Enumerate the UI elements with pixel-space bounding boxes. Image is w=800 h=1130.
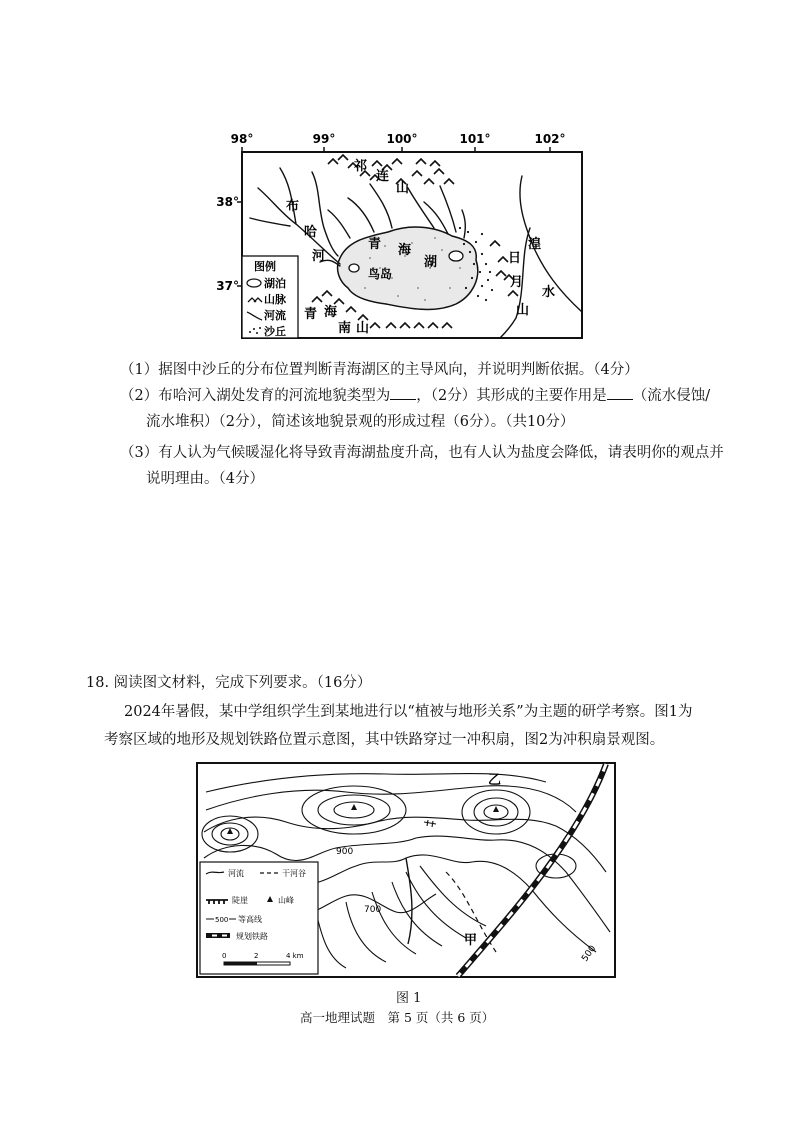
qinghai-lake-map <box>216 128 600 343</box>
material-line-2: 考察区域的地形及规划铁路位置示意图，其中铁路穿过一冲积扇，图2为冲积扇景观图。 <box>104 732 665 748</box>
legend-cliff: 陡崖 <box>232 896 248 905</box>
legend-river: 河流 <box>228 869 244 878</box>
label-qinghaihu: 海 <box>398 243 412 258</box>
small-lake <box>349 264 359 272</box>
lon-label: 101° <box>459 132 491 146</box>
map1-legend <box>242 256 298 338</box>
lat-label: 37° <box>216 279 239 293</box>
scale-zero: 0 <box>222 952 227 960</box>
question-3: （3）有人认为气候暖湿化将导致青海湖盐度升高，也有人认为盐度会降低，请表明你的观点并 <box>120 445 724 461</box>
label-qinghainanshan: 南 <box>338 321 352 336</box>
river <box>348 198 374 232</box>
question-18-heading: 18. 阅读图文材料，完成下列要求。（16分） <box>86 675 372 691</box>
answer-blank[interactable] <box>390 385 416 400</box>
legend-river: 河流 <box>264 309 286 322</box>
question-18-material <box>104 698 724 754</box>
question-1: （1）据图中沙丘的分布位置判断青海湖区的主导风向，并说明判断依据。（4分） <box>120 362 639 378</box>
label-huangshui: 水 <box>542 285 556 300</box>
question-2 <box>120 383 710 409</box>
label-qinghainanshan: 山 <box>356 321 370 336</box>
label-qilian: 祁 <box>354 159 368 174</box>
legend-mountain: 山脉 <box>264 293 286 306</box>
label-qinghaihu: 湖 <box>424 255 438 270</box>
river <box>462 210 465 238</box>
page-footer: 高一地理试题 第 5 页（共 6 页） <box>300 1010 495 1025</box>
lon-label: 100° <box>386 132 418 146</box>
contour-label: 900 <box>336 847 354 857</box>
label-qilian: 连 <box>376 169 390 184</box>
legend-contour-sample: 500 <box>215 916 229 924</box>
alluvial-fan-map <box>196 762 616 984</box>
river <box>250 218 290 226</box>
label-jia: 甲 <box>464 933 478 948</box>
scale-four: 4 km <box>286 952 304 960</box>
label-buha: 河 <box>312 249 326 264</box>
figure-caption: 图 1 <box>396 991 422 1006</box>
lake-icon <box>247 279 261 287</box>
legend-peak: 山峰 <box>278 896 294 905</box>
map2-legend <box>200 862 318 974</box>
lat-label: 38° <box>216 195 239 209</box>
answer-blank[interactable] <box>607 385 633 400</box>
label-yi: 乙 <box>488 773 502 788</box>
label-qinghaihu: 青 <box>368 237 382 252</box>
label-riyue: 山 <box>516 303 530 318</box>
question-2-part-a: （2）布哈河入湖处发育的河流地貌类型为 <box>120 388 391 404</box>
label-riyue: 日 <box>508 251 522 266</box>
material-line-1: 2024年暑假，某中学组织学生到某地进行以“植被与地形关系”为主题的研学考察。图1为 <box>124 704 693 720</box>
legend-contour: 等高线 <box>238 915 262 924</box>
river <box>370 184 392 228</box>
contour-label: 700 <box>364 905 382 915</box>
question-2-line2: 流水堆积）（2分），简述该地貌景观的形成过程（6分）。（共10分） <box>146 414 575 430</box>
question-2-part-b: ，（2分）其形成的主要作用是 <box>416 388 607 404</box>
label-huangshui: 湟 <box>528 237 542 252</box>
legend-dune: 沙丘 <box>264 325 286 338</box>
label-buha: 哈 <box>304 225 318 240</box>
lon-label: 99° <box>312 132 336 146</box>
lon-label: 102° <box>534 132 566 146</box>
question-2-part-c: （流水侵蚀/ <box>632 388 711 404</box>
label-buha: 布 <box>286 199 300 214</box>
river <box>328 210 350 238</box>
label-riyue: 月 <box>510 275 524 290</box>
label-qilian: 山 <box>396 181 410 196</box>
small-lake <box>449 251 463 261</box>
question-3-line2: 说明理由。（4分） <box>146 471 264 487</box>
label-island: 鸟岛 <box>368 267 393 281</box>
label-qinghainanshan: 海 <box>324 305 338 320</box>
river <box>312 172 338 256</box>
contour-label: 500 <box>580 943 599 964</box>
label-qinghainanshan: 青 <box>304 307 318 322</box>
legend-lake: 湖泊 <box>264 277 286 290</box>
river <box>280 168 296 224</box>
legend-title: 图例 <box>254 260 276 273</box>
scale-two: 2 <box>254 952 259 960</box>
legend-dry-valley: 干河谷 <box>282 869 306 878</box>
lon-label: 98° <box>230 132 254 146</box>
legend-railway: 规划铁路 <box>236 932 268 941</box>
